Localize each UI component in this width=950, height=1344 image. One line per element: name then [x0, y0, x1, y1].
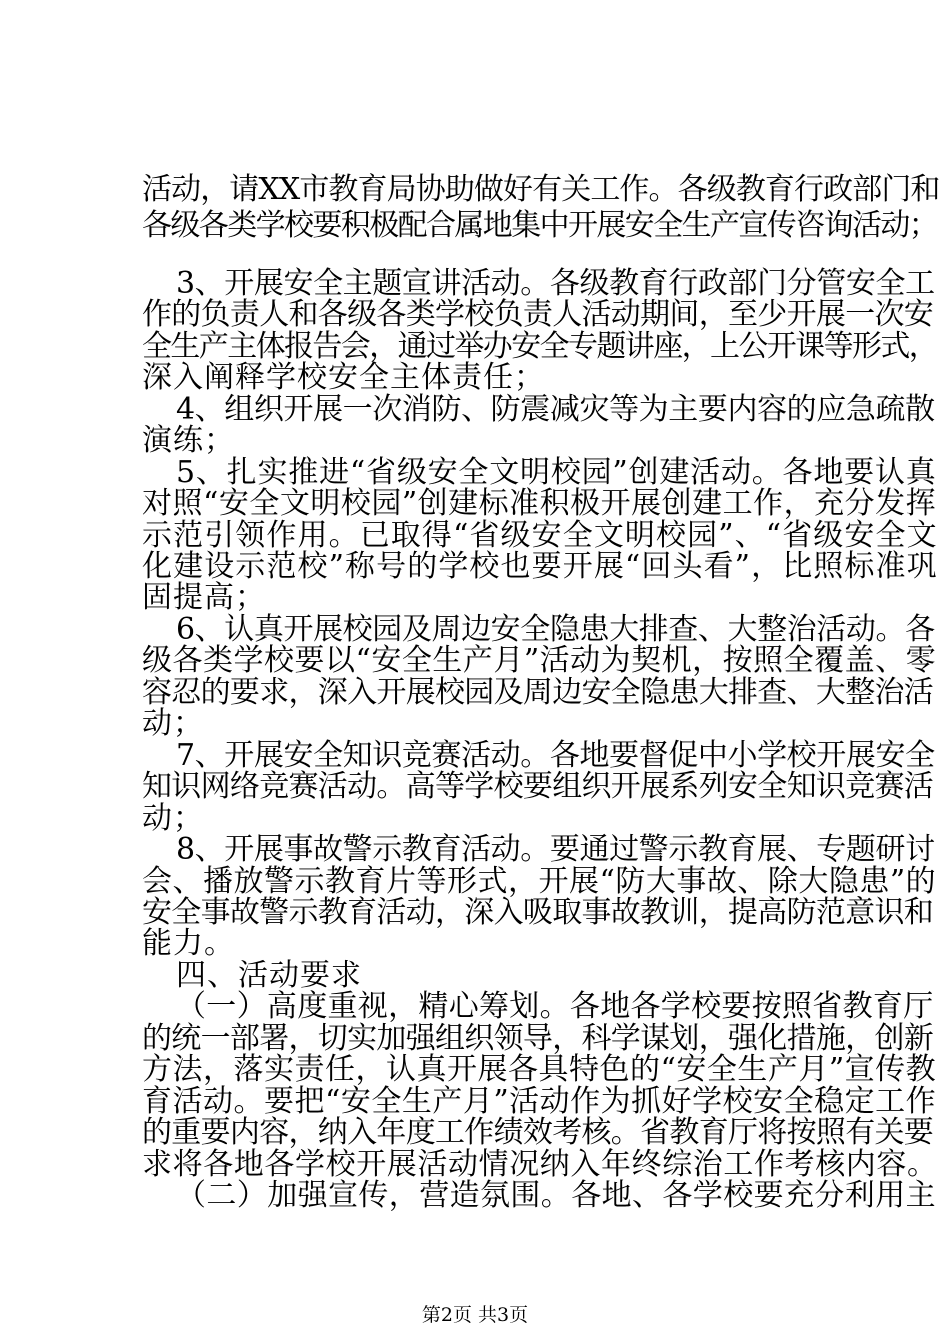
text-line: 固提高；	[142, 580, 266, 615]
text-line: 会、播放警示教育片等形式，开展“防大事故、除大隐患”的	[142, 864, 937, 899]
page-footer: 第2页 共3页	[421, 1304, 529, 1326]
text-line: 5、扎实推进“省级安全文明校园”创建活动。各地要认真	[176, 455, 937, 490]
text-line: （二）加强宣传，营造氛围。各地、各学校要充分利用主	[176, 1178, 936, 1213]
text-line: 作的负责人和各级各类学校负责人活动期间，至少开展一次安	[142, 297, 934, 332]
text-line: 6、认真开展校园及周边安全隐患大排查、大整治活动。各	[176, 612, 935, 647]
text-line: 的重要内容，纳入年度工作绩效考核。省教育厅将按照有关要	[142, 1115, 934, 1150]
text-line: 知识网络竞赛活动。高等学校要组织开展系列安全知识竞赛活	[142, 769, 934, 804]
text-line: 8、开展事故警示教育活动。要通过警示教育展、专题研讨	[176, 832, 935, 867]
text-line: 4、组织开展一次消防、防震减灾等为主要内容的应急疏散	[176, 392, 935, 427]
text-line: 能力。	[142, 926, 235, 961]
text-line: 容忍的要求，深入开展校园及周边安全隐患大排查、大整治活	[142, 675, 934, 710]
text-line: 3、开展安全主题宣讲活动。各级教育行政部门分管安全工	[176, 266, 935, 301]
text-line: 各级各类学校要积极配合属地集中开展安全生产宣传咨询活动；	[142, 208, 938, 243]
text-line: 7、开展安全知识竞赛活动。各地要督促中小学校开展安全	[176, 738, 935, 773]
text-line: （一）高度重视，精心筹划。各地各学校要按照省教育厅	[176, 989, 934, 1024]
text-line: 深入阐释学校安全主体责任；	[142, 360, 545, 395]
section-heading: 四、活动要求	[176, 958, 362, 993]
text-line: 活动，请XX市教育局协助做好有关工作。各级教育行政部门和	[142, 172, 940, 207]
text-line: 求将各地各学校开展活动情况纳入年终综治工作考核内容。	[142, 1147, 938, 1182]
text-line: 全生产主体报告会，通过举办安全专题讲座，上公开课等形式，	[142, 329, 938, 364]
text-line: 安全事故警示教育活动，深入吸取事故教训，提高防范意识和	[142, 895, 934, 930]
text-line: 的统一部署，切实加强组织领导，科学谋划，强化措施，创新	[142, 1021, 934, 1056]
text-line: 演练；	[142, 423, 235, 458]
text-line: 方法，落实责任，认真开展各具特色的“安全生产月”宣传教	[142, 1052, 937, 1087]
text-line: 育活动。要把“安全生产月”活动作为抓好学校安全稳定工作	[142, 1084, 937, 1119]
text-line: 化建设示范校”称号的学校也要开展“回头看”，比照标准巩	[142, 549, 938, 584]
text-line: 动；	[142, 801, 204, 836]
text-line: 对照“安全文明校园”创建标准积极开展创建工作，充分发挥	[142, 486, 937, 521]
text-line: 示范引领作用。已取得“省级安全文明校园”、“省级安全文	[142, 518, 938, 553]
text-line: 动；	[142, 706, 204, 741]
text-line: 级各类学校要以“安全生产月”活动为契机，按照全覆盖、零	[142, 643, 937, 678]
